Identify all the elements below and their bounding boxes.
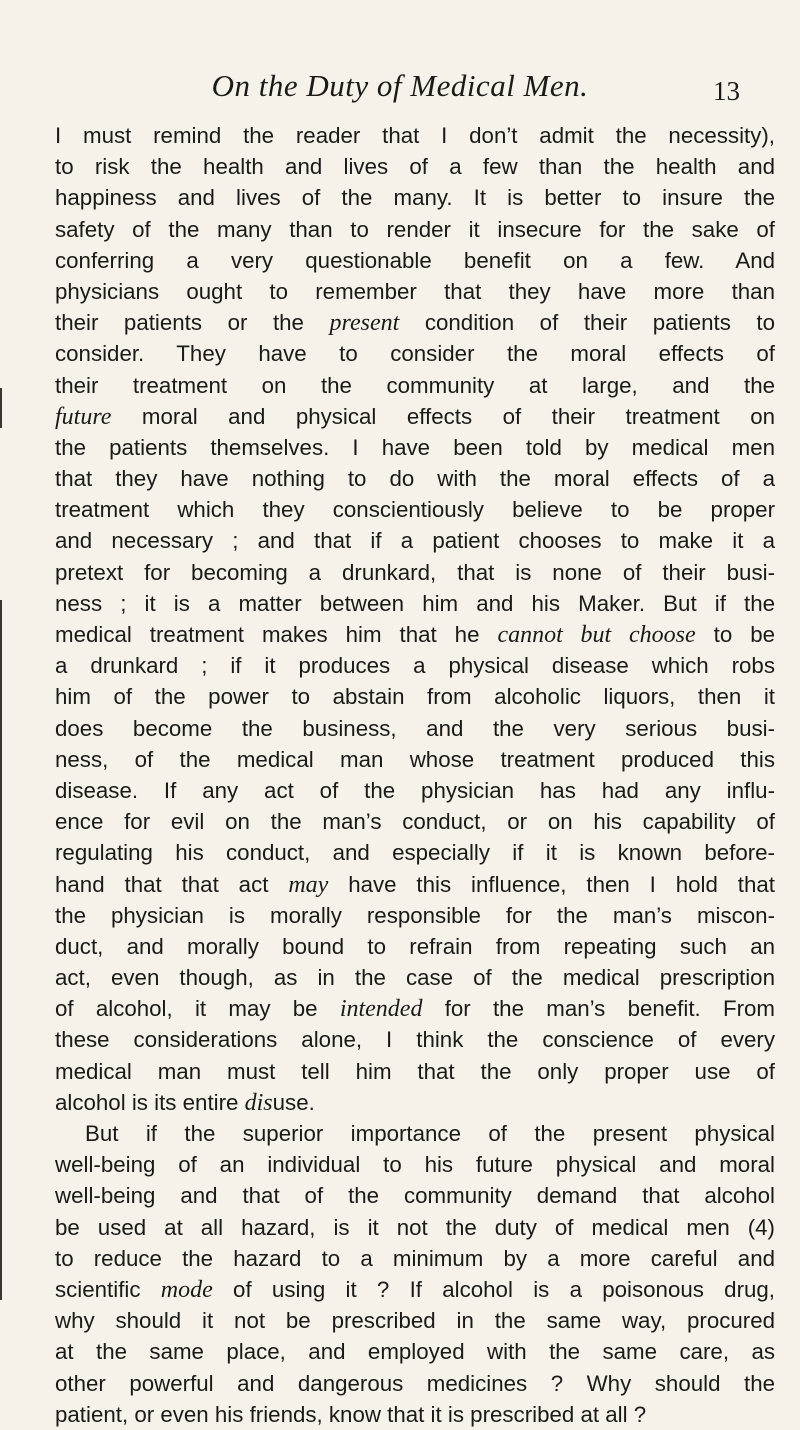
line-text: pretext for becoming a drunkard, that is none of their busi- (55, 559, 775, 585)
line-text: of alcohol, it may be (55, 996, 340, 1022)
line-text: happiness and lives of the many. It is better to insure the (55, 185, 775, 211)
line-text: safety of the many than to render it insecure for the sake of (55, 216, 775, 242)
text-line (55, 1212, 775, 1243)
line-text: ness ; it is a matter between him and his Maker. But if the (55, 590, 775, 616)
text-line (55, 494, 775, 525)
line-text: act, even though, as in the case of the medical prescription (55, 965, 775, 991)
line-text: their treatment on the community at large, and the (55, 372, 775, 398)
text-line (55, 619, 775, 650)
emphasized-word: present (329, 310, 400, 337)
line-text: condition of their patients to (399, 310, 775, 336)
emphasized-word: may (288, 871, 329, 898)
text-line (55, 557, 775, 588)
line-text: hand that that act (55, 871, 289, 897)
text-line (55, 900, 775, 931)
text-line (55, 1024, 775, 1055)
line-text: have this influence, then I hold that (328, 871, 775, 897)
text-line (55, 1118, 775, 1149)
page-number: 13 (713, 76, 740, 106)
text-line (55, 1056, 775, 1087)
text-line (55, 837, 775, 868)
line-text: and necessary ; and that if a patient chooses to make it a (55, 528, 775, 554)
line-text: consider. They have to consider the moral effects of (55, 341, 775, 367)
line-text: him of the power to abstain from alcoholic liquors, then it (55, 684, 775, 710)
line-text: medical man must tell him that the only proper use of (55, 1058, 775, 1084)
text-line (55, 1087, 775, 1118)
gutter-edge-mark (0, 388, 2, 428)
text-line (55, 1243, 775, 1274)
text-line (55, 744, 775, 775)
line-text: their patients or the (55, 310, 330, 336)
line-text: patient, or even his friends, know that it is prescribed at all ? (55, 1401, 647, 1427)
text-line (55, 214, 775, 245)
emphasized-word: intended (339, 996, 423, 1023)
line-text: medical treatment makes him that he (55, 622, 498, 647)
line-text: ence for evil on the man’s conduct, or on his capability of (55, 809, 775, 835)
line-text: of using it ? If alcohol is a poisonous drug, (212, 1276, 775, 1302)
text-line (55, 993, 775, 1024)
text-line (55, 1149, 775, 1180)
line-text: a drunkard ; if it produces a physical disease which robs (55, 653, 775, 679)
line-text: use. (272, 1089, 315, 1115)
line-text: ness, of the medical man whose treatment produced this (55, 746, 775, 772)
line-text: the physician is morally responsible for the man’s miscon- (55, 902, 775, 928)
line-text: for the man’s benefit. From (422, 996, 775, 1022)
line-text: to risk the health and lives of a few than the health and (55, 154, 775, 180)
line-text: to reduce the hazard to a minimum by a more careful and (55, 1245, 775, 1271)
text-line (55, 338, 775, 369)
line-text: scientific (55, 1276, 161, 1302)
text-line (55, 182, 775, 213)
line-text: regulating his conduct, and especially if it is known before- (55, 840, 775, 866)
emphasized-word: future (55, 403, 112, 430)
line-text: well-being and that of the community demand that alcohol (55, 1183, 775, 1209)
text-line (55, 650, 775, 681)
line-text: be used at all hazard, is it not the duty of medical men (4) (55, 1214, 775, 1240)
line-text: why should it not be prescribed in the same way, procured (55, 1308, 775, 1334)
running-head (0, 68, 800, 108)
line-text: well-being of an individual to his future physical and moral (55, 1152, 775, 1178)
text-line (55, 370, 775, 401)
line-text: that they have nothing to do with the moral effects of a (55, 466, 775, 492)
emphasized-word: cannot but choose (497, 622, 696, 648)
line-text: conferring a very questionable benefit on a few. And (55, 247, 775, 273)
text-line (55, 1180, 775, 1211)
line-text: treatment which they conscientiously believe to be proper (55, 497, 775, 523)
line-text: I must remind the reader that I don’t admit the necessity), (55, 123, 775, 148)
line-text: But if the superior importance of the present physical (85, 1121, 775, 1146)
text-line (55, 307, 775, 338)
text-line (55, 120, 775, 151)
line-text: duct, and morally bound to refrain from repeating such an (55, 933, 775, 959)
emphasized-word: dis (244, 1089, 273, 1116)
text-line (55, 151, 775, 182)
line-text: alcohol is its entire (55, 1089, 245, 1115)
line-text: other powerful and dangerous medicines ? Why should the (55, 1370, 775, 1396)
line-text: to be (695, 622, 775, 647)
text-line (55, 931, 775, 962)
emphasized-word: mode (160, 1276, 213, 1303)
text-line (55, 681, 775, 712)
text-line (55, 276, 775, 307)
text-line (55, 525, 775, 556)
line-text: moral and physical effects of their treatment on (111, 403, 775, 429)
line-text: physicians ought to remember that they have more than (55, 278, 775, 304)
line-text: the patients themselves. I have been told by medical men (55, 434, 775, 460)
text-line (55, 1274, 775, 1305)
text-line (55, 713, 775, 744)
gutter-edge-mark (0, 600, 2, 1300)
text-line (55, 1305, 775, 1336)
line-text: these considerations alone, I think the conscience of every (55, 1027, 775, 1053)
text-line (55, 1368, 775, 1399)
text-line (55, 962, 775, 993)
text-line (55, 1336, 775, 1367)
text-line (55, 588, 775, 619)
text-line (55, 869, 775, 900)
text-line (55, 432, 775, 463)
text-line (55, 1399, 775, 1430)
body-text (55, 120, 775, 1430)
running-title: On the Duty of Medical Men. (211, 68, 589, 103)
text-line (55, 775, 775, 806)
line-text: at the same place, and employed with the same care, as (55, 1339, 775, 1365)
text-line (55, 245, 775, 276)
text-line (55, 463, 775, 494)
line-text: disease. If any act of the physician has had any influ- (55, 777, 775, 803)
text-line (55, 806, 775, 837)
text-line (55, 401, 775, 432)
line-text: does become the business, and the very serious busi- (55, 715, 775, 741)
